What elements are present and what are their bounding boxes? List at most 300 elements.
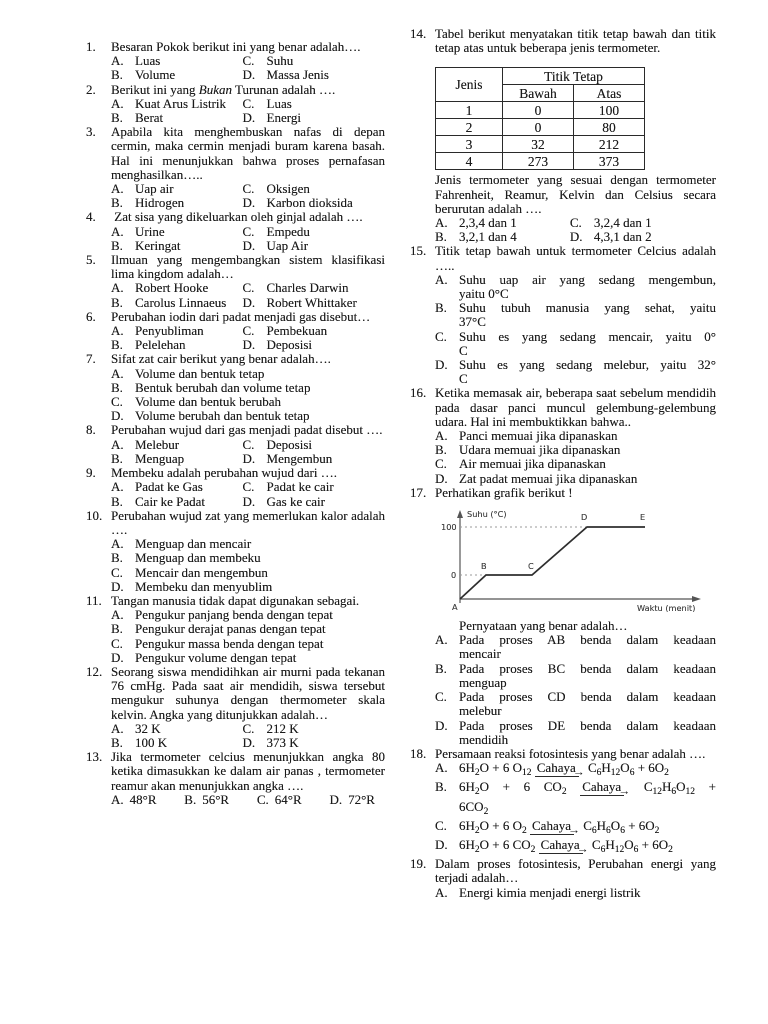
option-text — [459, 761, 716, 780]
option-line: Keringat — [135, 237, 181, 253]
options-group — [111, 225, 385, 253]
option-text — [135, 367, 385, 381]
option-text — [135, 338, 243, 352]
question-11 — [86, 594, 385, 665]
option-line: Pengukur volume dengan tepat — [135, 649, 297, 665]
option-line: Pengukur panjang benda dengan tepat — [135, 607, 333, 623]
heating-curve — [460, 527, 645, 599]
option-line: 48°R — [129, 791, 157, 807]
option-line: Penyubliman — [135, 323, 204, 339]
option-text — [267, 324, 385, 338]
option-text — [135, 111, 243, 125]
option-line: Uap Air — [266, 237, 309, 253]
option-text — [275, 793, 302, 807]
formula-segment: 6H — [459, 817, 475, 833]
option-text — [135, 239, 243, 253]
option-label: D. — [242, 110, 256, 126]
option-A — [435, 429, 716, 443]
option-line: Menguap dan mencair — [135, 536, 252, 552]
option-D — [243, 296, 385, 310]
option-text — [135, 395, 385, 409]
option-line: Mencair dan mengembun — [135, 564, 268, 580]
question-number: 5. — [86, 252, 96, 268]
option-C — [257, 793, 302, 807]
option-B — [111, 296, 243, 310]
option-line: Pada proses AB benda dalam keadaan — [459, 632, 716, 648]
option-label: C. — [242, 280, 255, 296]
option-B — [184, 793, 229, 807]
question-text: Persamaan reaksi fotosintesis yang benar adalah …. — [435, 745, 706, 761]
option-label: D. — [111, 578, 124, 594]
option-line: Padat ke Gas — [135, 479, 203, 495]
option-C — [243, 281, 385, 295]
option-label: C. — [435, 689, 447, 705]
option-line: Air memuai jika dipanaskan — [459, 456, 606, 472]
option-label: C. — [111, 394, 123, 410]
option-label: D. — [242, 67, 256, 83]
option-text — [459, 330, 716, 358]
option-label: B. — [111, 550, 123, 566]
option-B — [435, 443, 716, 457]
question-body — [111, 750, 385, 807]
question-number: 13. — [86, 749, 103, 765]
option-line: Volume — [135, 67, 176, 83]
option-line: Massa Jenis — [266, 67, 329, 83]
question-6 — [86, 310, 385, 353]
fixed-points-table — [435, 67, 645, 170]
option-text — [459, 633, 716, 661]
option-line: Uap air — [135, 181, 174, 197]
option-D — [243, 196, 385, 210]
option-line: Melebur — [135, 436, 180, 452]
options-group — [435, 633, 716, 747]
option-text — [135, 97, 243, 111]
option-line: Volume dan bentuk tetap — [135, 365, 265, 381]
option-text — [267, 54, 385, 68]
option-text — [267, 281, 385, 295]
option-line: Carolus Linnaeus — [135, 294, 227, 310]
option-label: C. — [569, 215, 582, 231]
question-number: 18. — [410, 745, 427, 761]
option-D — [243, 338, 385, 352]
option-label: C. — [242, 223, 255, 239]
option-line: mencair — [459, 646, 501, 662]
options-group — [435, 273, 716, 387]
option-label: B. — [111, 450, 123, 466]
formula-segment: 6H — [459, 779, 475, 795]
cahaya-label: Cahaya — [530, 818, 574, 835]
options-group — [435, 429, 716, 486]
table-row — [436, 153, 645, 170]
option-B — [111, 551, 385, 565]
option-label: A. — [435, 760, 448, 776]
option-label: A. — [111, 436, 124, 452]
x-axis-label: Waktu (menit) — [637, 603, 696, 613]
option-line: Robert Hooke — [135, 280, 209, 296]
question-body — [111, 509, 385, 594]
option-label: C. — [435, 328, 447, 344]
option-label: A. — [435, 632, 448, 648]
options-group — [111, 722, 385, 750]
options-group — [111, 97, 385, 125]
cahaya-label: Cahaya — [539, 837, 583, 854]
formula-segment: 2 — [664, 768, 669, 779]
table-cell: 1 — [436, 102, 503, 119]
option-label: D. — [242, 493, 256, 509]
point-label-b: B — [481, 561, 487, 572]
option-text — [459, 273, 716, 301]
option-line: Cair ke Padat — [135, 493, 206, 509]
question-text: Membeku adalah perubahan wujud dari …. — [111, 465, 337, 481]
option-line: Suhu tubuh manusia yang sehat, yaitu — [459, 300, 716, 316]
option-label: C. — [242, 479, 255, 495]
question-number: 4. — [86, 209, 96, 225]
option-line: Padat ke cair — [266, 479, 334, 495]
question-body — [111, 253, 385, 310]
option-label: A. — [111, 53, 124, 69]
option-line: Luas — [266, 95, 292, 111]
formula-segment: O — [676, 779, 686, 795]
formula-segment: O + 6 O — [479, 760, 522, 776]
option-label: A. — [111, 181, 124, 197]
option-text — [135, 324, 243, 338]
option-line: Deposisi — [266, 337, 313, 353]
option-label: A. — [435, 215, 448, 231]
option-label: C. — [242, 323, 255, 339]
options-group — [111, 480, 385, 508]
option-label: A. — [111, 95, 124, 111]
question-body — [111, 83, 385, 126]
question-number: 2. — [86, 81, 96, 97]
formula-segment: 12 — [610, 768, 621, 779]
option-B — [435, 301, 716, 329]
option-line: yaitu 0°C — [459, 286, 509, 302]
option-C — [243, 97, 385, 111]
cahaya-label: Cahaya — [535, 760, 579, 777]
option-text — [594, 216, 716, 230]
option-line: Membeku dan menyublim — [135, 578, 273, 594]
option-C — [243, 182, 385, 196]
question-number: 1. — [86, 39, 96, 54]
formula-segment: 2 — [561, 787, 567, 798]
option-B — [111, 495, 243, 509]
option-line: 212 K — [266, 720, 299, 736]
option-D — [111, 651, 385, 665]
formula-segment: 2 — [474, 844, 480, 855]
option-line: Karbon dioksida — [266, 195, 353, 211]
option-C — [435, 819, 716, 838]
option-B — [111, 239, 243, 253]
option-A — [111, 281, 243, 295]
option-B — [111, 68, 243, 82]
formula-segment: 2 — [530, 844, 536, 855]
option-line: Pengukur derajat panas dengan tepat — [135, 621, 326, 637]
question-4 — [86, 210, 385, 253]
question-body — [111, 352, 385, 423]
question-text: Jika termometer celcius menunjukkan angka 80 ketika dimasukkan ke dalam air panas , termometer reamur akan menunjukkan angka …. — [111, 749, 385, 793]
option-C — [243, 722, 385, 736]
option-label: C. — [242, 181, 255, 197]
option-line: 2,3,4 dan 1 — [459, 215, 517, 231]
option-text — [267, 736, 385, 750]
question-number: 16. — [410, 385, 427, 401]
option-line: C — [459, 342, 468, 358]
option-text — [267, 438, 385, 452]
question-text: Ilmuan yang mengembangkan sistem klasifikasi lima kingdom adalah… — [111, 252, 385, 282]
formula-segment: 6 — [620, 825, 625, 836]
option-text — [459, 690, 716, 718]
option-label: A. — [111, 791, 124, 807]
formula-segment: O + 6 CO — [479, 836, 531, 852]
question-number: 3. — [86, 124, 96, 140]
table-cell: 4 — [436, 153, 503, 170]
option-line: Gas ke cair — [266, 493, 325, 509]
option-label: B. — [111, 195, 123, 211]
formula-segment: + 6O — [638, 836, 669, 852]
options-group — [111, 793, 385, 807]
option-text — [459, 443, 716, 457]
option-label: D. — [435, 836, 448, 852]
question-10 — [86, 509, 385, 594]
table-cell: 32 — [503, 136, 574, 153]
option-label: A. — [435, 271, 448, 287]
option-D — [435, 358, 716, 386]
formula-segment: 2 — [474, 768, 480, 779]
option-line: Volume dan bentuk berubah — [135, 394, 281, 410]
option-label: B. — [111, 621, 123, 637]
table-row — [436, 136, 645, 153]
option-label: B. — [435, 779, 447, 795]
option-A — [435, 761, 716, 780]
options-group — [111, 54, 385, 82]
question-17 — [410, 486, 716, 747]
option-A — [111, 793, 157, 807]
option-A — [111, 438, 243, 452]
formula-segment: O + 6 CO — [479, 779, 562, 795]
option-line: 100 K — [135, 734, 168, 750]
option-label: C. — [111, 564, 123, 580]
option-text — [135, 637, 385, 651]
formula-segment: Berikut ini yang — [111, 81, 199, 97]
option-text — [202, 793, 229, 807]
option-label: D. — [569, 229, 583, 245]
question-body — [111, 466, 385, 509]
option-C — [243, 438, 385, 452]
question-text — [111, 83, 385, 97]
question-number: 6. — [86, 308, 96, 324]
option-label: D. — [242, 450, 256, 466]
option-D — [111, 409, 385, 423]
option-label: D. — [111, 649, 124, 665]
option-text — [135, 182, 243, 196]
option-line: Suhu es yang sedang melebur, yaitu 32° — [459, 357, 716, 373]
table-cell: 273 — [503, 153, 574, 170]
option-A — [111, 480, 243, 494]
question-16 — [410, 386, 716, 485]
question-13 — [86, 750, 385, 807]
option-C — [111, 395, 385, 409]
option-label: A. — [111, 365, 124, 381]
italic-text: Bukan — [198, 81, 232, 97]
option-text — [135, 551, 385, 565]
option-text — [135, 537, 385, 551]
option-line: Empedu — [266, 223, 310, 239]
options-group — [111, 537, 385, 594]
option-line: Pada proses BC benda dalam keadaan — [459, 660, 716, 676]
option-text — [130, 793, 157, 807]
option-line: Deposisi — [266, 436, 313, 452]
formula-segment: C — [579, 817, 592, 833]
reaction-arrow-icon: → — [572, 764, 585, 779]
option-line: Menguap — [135, 450, 185, 466]
question-body — [111, 125, 385, 210]
option-label: A. — [111, 720, 124, 736]
option-A — [111, 225, 243, 239]
option-label: B. — [111, 237, 123, 253]
option-text — [267, 296, 385, 310]
option-line: 373 K — [266, 734, 299, 750]
question-14 — [410, 27, 716, 244]
option-label: A. — [111, 536, 124, 552]
option-line: Suhu es yang sedang mencair, yaitu 0° — [459, 328, 716, 344]
option-label: D. — [435, 470, 448, 486]
option-line: Zat padat memuai jika dipanaskan — [459, 470, 638, 486]
option-text — [267, 97, 385, 111]
option-line: Pada proses CD benda dalam keadaan — [459, 689, 716, 705]
option-D — [243, 111, 385, 125]
options-group — [111, 182, 385, 210]
option-text — [135, 225, 243, 239]
formula-segment: C — [630, 779, 653, 795]
formula-segment: O — [624, 836, 634, 852]
option-label: D. — [435, 717, 448, 733]
option-A — [111, 537, 385, 551]
option-line — [459, 761, 716, 780]
option-A — [111, 182, 243, 196]
question-5 — [86, 253, 385, 310]
option-line: Pelelehan — [135, 337, 186, 353]
option-D — [243, 239, 385, 253]
option-text — [135, 438, 243, 452]
option-label: B. — [111, 67, 123, 83]
option-line: Udara memuai jika dipanaskan — [459, 442, 621, 458]
point-label-a: A — [452, 602, 458, 613]
question-text: Tabel berikut menyatakan titik tetap bawah dan titik tetap atas untuk beberapa jenis termometer. — [435, 26, 716, 56]
option-text — [267, 239, 385, 253]
question-text: Apabila kita menghembuskan nafas di depan cermin, maka cermin menjadi buram karena basah. Hal ini menunjukkan bahwa proses pernafasan menghasilkan….. — [111, 124, 385, 182]
option-text — [459, 216, 570, 230]
option-C — [243, 225, 385, 239]
table-cell: 100 — [574, 102, 645, 119]
option-label: A. — [111, 607, 124, 623]
formula-segment: H — [601, 760, 611, 776]
question-body — [111, 594, 385, 665]
option-text — [267, 225, 385, 239]
option-text — [459, 838, 716, 857]
option-text — [459, 719, 716, 747]
formula-segment: + 6O — [634, 760, 665, 776]
option-B — [111, 736, 243, 750]
formula-segment: 6H — [459, 760, 475, 776]
option-B — [111, 111, 243, 125]
question-1 — [86, 40, 385, 83]
question-number: 19. — [410, 856, 427, 872]
option-D — [435, 719, 716, 747]
cahaya-label: Cahaya — [580, 779, 624, 796]
option-label: A. — [111, 479, 124, 495]
options-group — [111, 281, 385, 309]
option-text — [348, 793, 375, 807]
point-label-c: C — [528, 561, 534, 572]
question-body — [435, 857, 716, 900]
option-label: A. — [111, 323, 124, 339]
option-D — [435, 838, 716, 857]
option-D — [435, 472, 716, 486]
question-text: Seorang siswa mendidihkan air murni pada tekanan 76 cmHg. Pada saat air mendidih, siswa tersebut mengukur suhunya dengan thermometer skala kelvin. Angka yang ditunjukkan adalah… — [111, 663, 385, 722]
formula-segment: 6 — [600, 844, 606, 855]
option-label: A. — [111, 280, 124, 296]
formula-segment: Turunan adalah …. — [231, 81, 336, 97]
options-group — [111, 367, 385, 424]
options-group — [435, 761, 716, 857]
option-D — [243, 452, 385, 466]
option-D — [243, 495, 385, 509]
option-B — [435, 780, 716, 818]
option-label: B. — [435, 442, 447, 458]
option-label: C. — [242, 436, 255, 452]
temperature-time-graph — [440, 504, 704, 612]
point-label-d: D — [581, 512, 588, 523]
option-A — [111, 608, 385, 622]
formula-segment: 6H — [459, 836, 475, 852]
option-B — [111, 338, 243, 352]
option-text — [135, 409, 385, 423]
option-text — [135, 651, 385, 665]
option-text — [135, 608, 385, 622]
right-column — [410, 27, 716, 900]
question-text: Sifat zat cair berikut yang benar adalah…. — [111, 351, 331, 367]
option-label: D. — [329, 791, 343, 807]
question-after-text: Jenis termometer yang sesuai dengan termometer Fahrenheit, Reamur, Kelvin dan Celsius secara berurutan adalah …. — [435, 172, 716, 216]
question-text: Perubahan wujud zat yang memerlukan kalor adalah …. — [111, 507, 385, 537]
option-label: C. — [242, 95, 255, 111]
question-body — [111, 423, 385, 466]
option-label: A. — [111, 223, 124, 239]
formula-segment: 2 — [522, 825, 527, 836]
question-text: Perhatikan grafik berikut ! — [435, 484, 573, 500]
option-text — [135, 566, 385, 580]
question-2 — [86, 83, 385, 126]
question-number: 11. — [86, 592, 102, 608]
option-line: 4,3,1 dan 2 — [593, 229, 652, 245]
option-text — [135, 281, 243, 295]
option-line: 64°R — [274, 791, 302, 807]
option-line — [459, 800, 716, 819]
option-line: 37°C — [459, 314, 486, 330]
left-column — [86, 40, 385, 807]
option-text — [459, 662, 716, 690]
question-text: Titik tetap bawah untuk termometer Celcius adalah ….. — [435, 243, 716, 273]
option-A — [435, 633, 716, 661]
question-number: 7. — [86, 351, 96, 367]
option-line: Energi kimia menjadi energi listrik — [459, 884, 641, 900]
option-text — [459, 358, 716, 386]
option-line: Suhu — [266, 53, 294, 69]
options-group — [435, 886, 716, 900]
option-line: Charles Darwin — [266, 280, 349, 296]
option-text — [135, 68, 243, 82]
option-line — [459, 780, 716, 799]
